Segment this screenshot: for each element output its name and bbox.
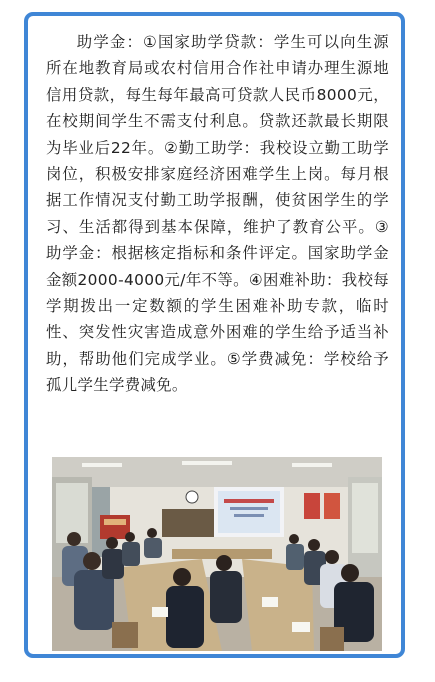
meeting-photo — [52, 457, 382, 651]
article-paragraph: 助学金：①国家助学贷款：学生可以向生源所在地教育局或农村信用合作社申请办理生源地信用贷款，每生每年最高可贷款人民币8000元，在校期间学生不需支付利息。贷款还款最长期限为毕业后22年。②勤工助学：我校设立勤工助学岗位，积极安排家庭经济困难学生上岗。每月根据工作情况支付勤工助学报酬，使贫困学生的学习、生活都得到基本保障，维护了教育公平。③助学金：根据核定指标和条件评定。国家助学金金额2000-4000元/年不等。④困难补助：我校每学期拨出一定数额的学生困难补助专款，临时性、突发性灾害造成意外困难的学生给予适当补助，帮助他们完成学业。⑤学费减免：学校给予孤儿学生学费减免。 — [46, 33, 389, 395]
